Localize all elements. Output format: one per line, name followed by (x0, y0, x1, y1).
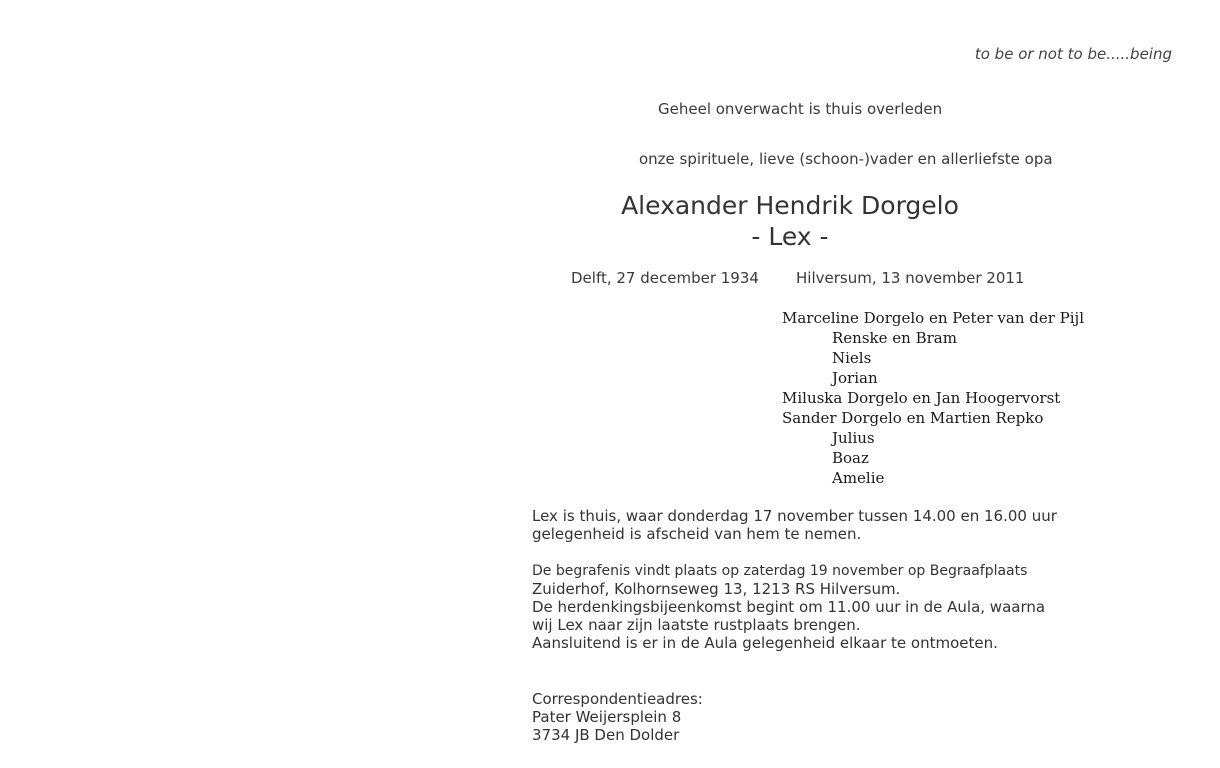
funeral-line: De herdenkingsbijeenkomst begint om 11.00 uur in de Aula, waarna (532, 598, 1046, 616)
motto: to be or not to be.....being (974, 45, 1172, 63)
viewing-line: Lex is thuis, waar donderdag 17 november tussen 14.00 en 16.00 uur (532, 507, 1057, 525)
birth-info: Delft, 27 december 1934 (571, 269, 759, 287)
family-member: Boaz (832, 449, 869, 467)
intro-text: Geheel onverwacht is thuis overleden (658, 100, 943, 118)
family-member: Sander Dorgelo en Martien Repko (782, 409, 1044, 427)
family-member: Renske en Bram (832, 329, 957, 347)
correspondence-city: 3734 JB Den Dolder (532, 726, 680, 744)
funeral-paragraph (532, 562, 1045, 652)
funeral-line: De begrafenis vindt plaats op zaterdag 19 november op Begraafplaats (532, 563, 1028, 579)
viewing-line: gelegenheid is afscheid van hem te nemen. (532, 525, 862, 543)
deceased-nickname: - Lex - (751, 222, 829, 251)
funeral-line: Zuiderhof, Kolhornseweg 13, 1213 RS Hilversum. (532, 580, 901, 598)
description-text: onze spirituele, lieve (schoon-)vader en allerliefste opa (639, 150, 1053, 168)
family-member: Amelie (832, 469, 885, 487)
correspondence-label: Correspondentieadres: (532, 690, 703, 708)
family-member: Marceline Dorgelo en Peter van der Pijl (782, 309, 1084, 327)
family-member: Julius (832, 429, 875, 447)
family-list (782, 308, 1084, 488)
funeral-line: Aansluitend is er in de Aula gelegenheid elkaar te ontmoeten. (532, 634, 998, 652)
family-member: Jorian (832, 369, 878, 387)
deceased-name: Alexander Hendrik Dorgelo (621, 191, 959, 220)
family-member: Niels (832, 349, 872, 367)
family-member: Miluska Dorgelo en Jan Hoogervorst (782, 389, 1061, 407)
funeral-line: wij Lex naar zijn laatste rustplaats brengen. (532, 616, 861, 634)
correspondence-street: Pater Weijersplein 8 (532, 708, 682, 726)
death-info: Hilversum, 13 november 2011 (796, 269, 1025, 287)
viewing-paragraph (532, 507, 1057, 543)
correspondence-address (532, 690, 703, 744)
